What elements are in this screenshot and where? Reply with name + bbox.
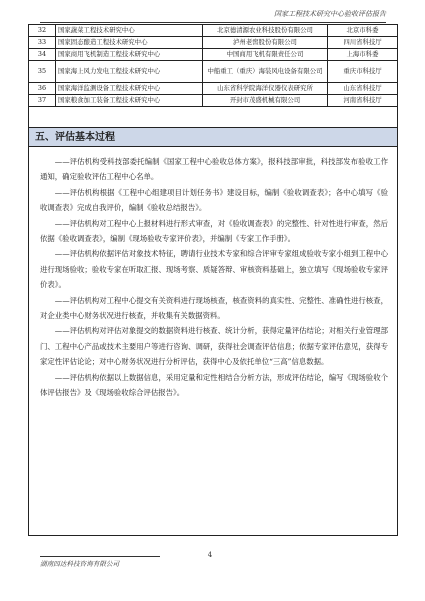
cell-name: 国家粮食加工装备工程技术研究中心 xyxy=(56,95,203,107)
table-row xyxy=(29,25,398,37)
cell-num: 34 xyxy=(29,49,56,61)
cell-dept: 北京市科委 xyxy=(328,25,398,37)
paragraph: ——评估机构根据《工程中心组建项目计划任务书》建设目标，编制《验收调查表》；各中心填写《验收调查表》完成自我评价，编制《验收总结报告》。 xyxy=(40,187,388,213)
cell-org: 北京德清源农业科技股份有限公司 xyxy=(203,25,328,37)
cell-name: 国家蔬菜工程技术研究中心 xyxy=(56,25,203,37)
page-number: 4 xyxy=(207,551,213,559)
page-footer xyxy=(40,556,160,577)
paragraph: ——评估机构依据以上数据信息，采用定量和定性相结合分析方法，形成评估结论，编写《现场验收个体评估报告》及《现场验收综合评估报告》。 xyxy=(40,372,388,398)
paragraph: ——评估机构对工程中心提交有关资料进行现场核查，核查资料的真实性、完整性、准确性进行核查，对企业类中心财务状况进行核查，并收集有关数据资料。 xyxy=(40,295,388,321)
cell-num: 35 xyxy=(29,61,56,83)
header-title: 国家工程技术研究中心验收评估报告 xyxy=(274,10,386,18)
paragraph: ——评估机构对工程中心上报材料进行形式审查，对《验收调查表》的完整性、针对性进行审查，然后依据《验收调查表》，编制《现场验收专家评价表》，并编制《专家工作手册》。 xyxy=(40,218,388,244)
cell-org: 中国商用飞机有限责任公司 xyxy=(203,49,328,61)
cell-name: 国家商用飞机制造工程技术研究中心 xyxy=(56,49,203,61)
cell-name: 国家固态酿造工程技术研究中心 xyxy=(56,37,203,49)
cell-org: 泸州老窖股份有限公司 xyxy=(203,37,328,49)
cell-num: 33 xyxy=(29,37,56,49)
table-row xyxy=(29,95,398,107)
page-header xyxy=(40,8,386,23)
cell-dept: 上海市科委 xyxy=(328,49,398,61)
cell-num: 37 xyxy=(29,95,56,107)
section-heading xyxy=(29,127,397,147)
cell-name: 国家海上风力发电工程技术研究中心 xyxy=(56,61,203,83)
footer-company: 湖南四达科技咨询有限公司 xyxy=(40,560,120,568)
paragraph: ——评估机构依据评估对象技术特征，聘请行业技术专家和综合评审专家组成验收专家小组到工程中心进行现场验收；验收专家在听取汇报、现场考察、质疑答辩、审核资料基础上，独立填写《现场验收专家评价表》。 xyxy=(40,249,388,290)
paragraph: ——评估机构受科技部委托编制《国家工程中心验收总体方案》，报科技部审批，科技部发布验收工作通知，确定验收评估工程中心名单。 xyxy=(40,157,388,182)
cell-num: 32 xyxy=(29,25,56,37)
table-row xyxy=(29,49,398,61)
paragraph: ——评估机构对评估对象提交的数据资料进行核查、统计分析，获得定量评估结论；对相关行业管理部门、工程中心产品或技术主要用户等进行咨询、调研，获得社会调查评估信息；依据专家评估意见，获得专家定性评估论论；对中心财务状况进行分析评估，获得中心及依托单位“三高”信息数据。 xyxy=(40,326,388,367)
cell-dept: 四川省科技厅 xyxy=(328,37,398,49)
cell-dept: 山东省科技厅 xyxy=(328,83,398,95)
cell-org: 开封市茂盛机械有限公司 xyxy=(203,95,328,107)
section-title: 五、评估基本过程 xyxy=(35,132,115,143)
table-row xyxy=(29,83,398,95)
body-text xyxy=(40,154,388,401)
cell-dept: 河南省科技厅 xyxy=(328,95,398,107)
cell-dept: 重庆市科技厅 xyxy=(328,61,398,83)
center-list-table xyxy=(28,24,398,107)
cell-num: 36 xyxy=(29,83,56,95)
cell-org: 中船重工（重庆）海装风电设备有限公司 xyxy=(203,61,328,83)
cell-org: 山东省科学院海洋仪器仪表研究所 xyxy=(203,83,328,95)
table-row xyxy=(29,61,398,83)
cell-name: 国家海洋监测设备工程技术研究中心 xyxy=(56,83,203,95)
table-row xyxy=(29,37,398,49)
